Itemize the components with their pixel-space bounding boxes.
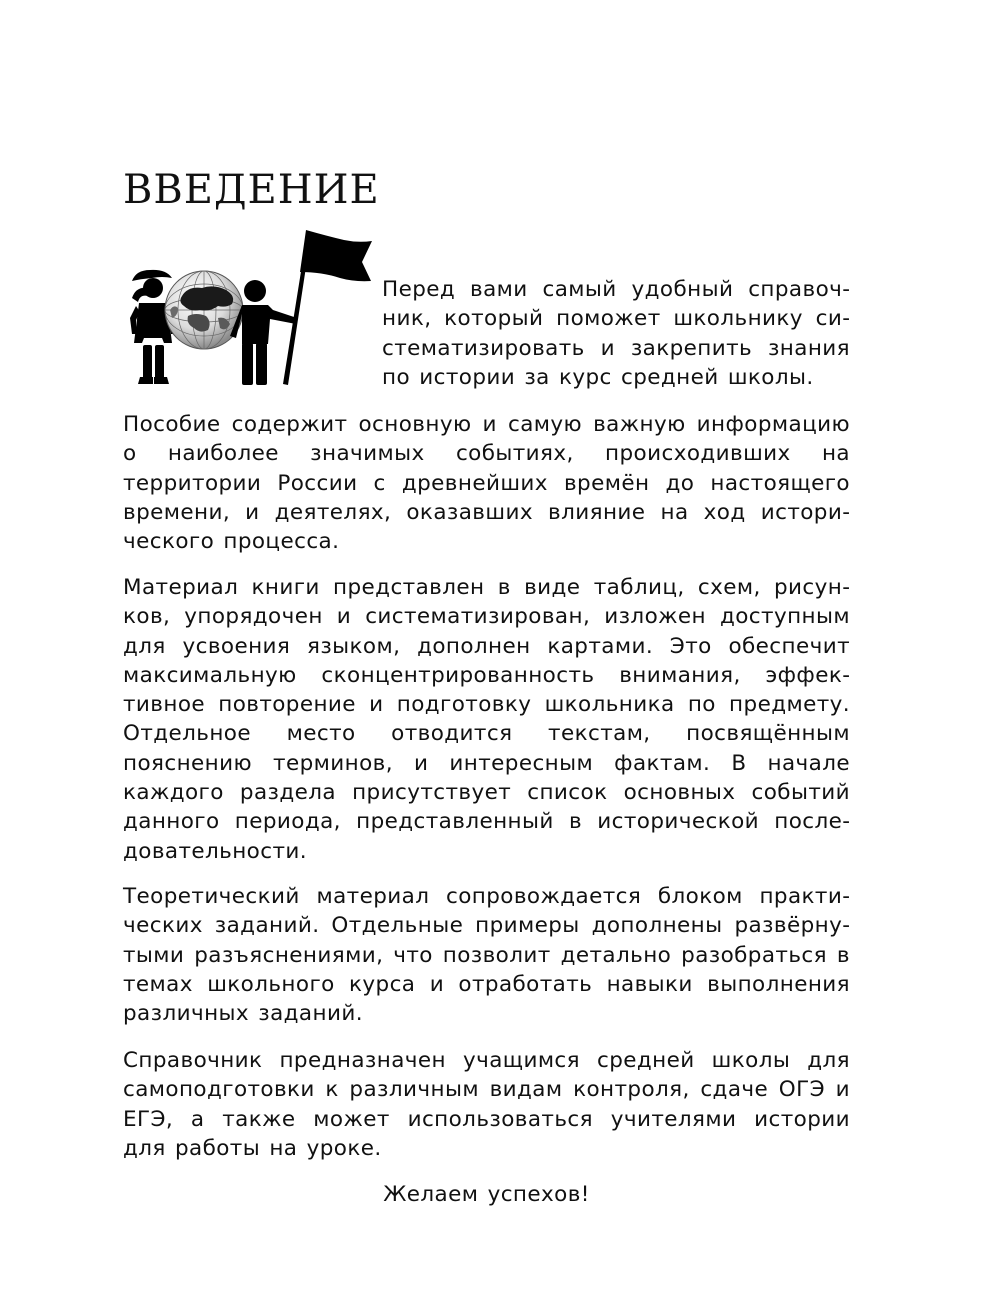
paragraph-audience: Справочник предназначен учащимся средней школы для самоподготовки к различным видам контроля, сдаче ОГЭ и ЕГЭ, а также может использоваться учителями истории для работы на уроке. [123,1048,850,1161]
paragraph-practice: Теоретический материал сопровождается блоком практических заданий. Отдельные примеры дополнены развёрнутыми разъяснениями, что позволит детально разобраться в темах школьного курса и отработать навыки выполнения различных заданий. [123,884,850,1027]
paragraph-material: Материал книги представлен в виде таблиц, схем, рисунков, упорядочен и систематизирован, изложен доступным для усвоения языком, дополнен картами. Это обеспечит максимальную сконцентрированность внимания, эффективное повторение и подготовку школьника по предмету. Отдельное место отводится текстам, посвящённым пояснению терминов, и интересным фактам. В начале каждого раздела присутствует список основных событий данного периода, представленный в исторической последовательности. [123,575,850,864]
flag-bearer-icon [230,230,372,385]
paragraph-contents: Пособие содержит основную и самую важную информацию о наиболее значимых событиях, происходивших на территории России с древнейших времён до настоящего времени, и деятелях, оказавших влияние на ход исторического процесса. [123,412,850,555]
page-title: ВВЕДЕНИЕ [123,167,380,213]
intro-paragraph: Перед вами самый удобный справочник, который поможет школьнику систематизировать и закрепить знания по истории за курс средней школы. [382,277,850,390]
history-illustration [122,226,374,390]
closing-wish: Желаем успехов! [383,1182,590,1207]
globe-icon [165,271,243,349]
